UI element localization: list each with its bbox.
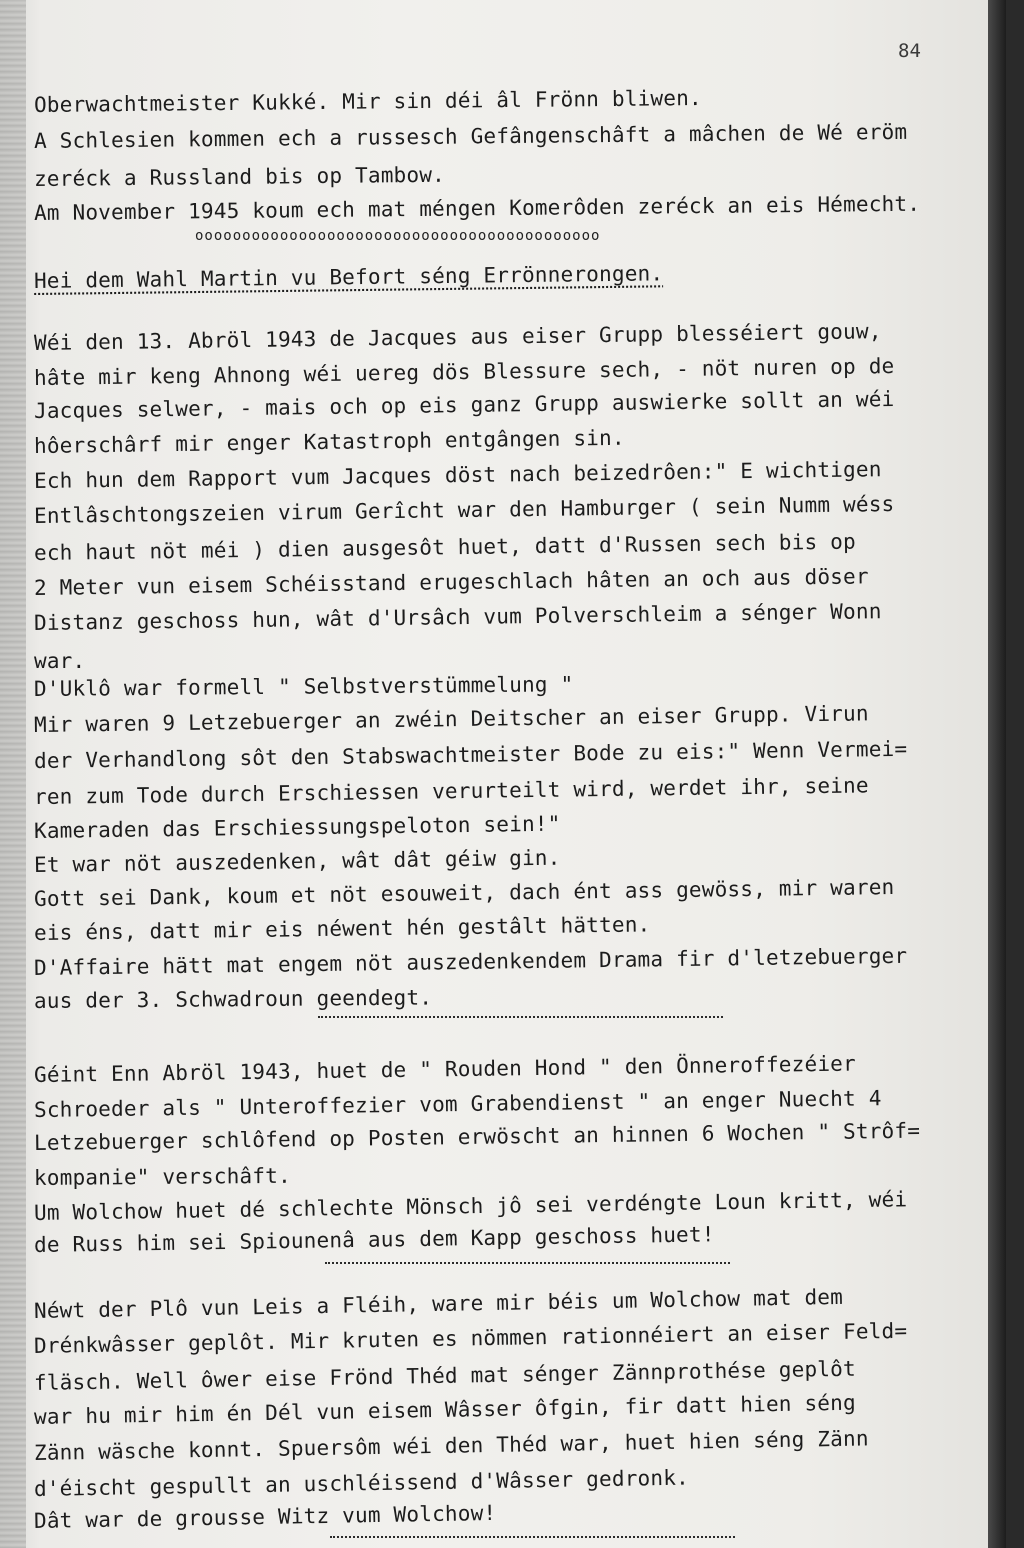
text-line: Ech hun dem Rapport vum Jacques döst nach beizedrôen:" E wichtigen — [33, 457, 882, 493]
page-number: 84 — [898, 40, 921, 62]
text-line: war. — [34, 649, 86, 673]
text-line: Am November 1945 koum ech mat méngen Komerôden zeréck an eis Hémecht. — [33, 191, 921, 225]
dotted-rule — [318, 1016, 723, 1018]
text-line: Entlâschtongszeien virum Gerîcht war den Hamburger ( sein Numm wéss — [33, 491, 895, 528]
text-line: aus der 3. Schwadroun geendegt. — [33, 985, 433, 1013]
text-line: Zänn wäsche konnt. Spuersôm wéi den Théd war, huet hien séng Zänn — [33, 1426, 869, 1465]
text-line: Néwt der Plô vun Leis a Fléih, ware mir béis um Wolchow mat dem — [33, 1284, 844, 1323]
text-line: ech haut nöt méi ) dien ausgesôt huet, datt d'Russen sech bis op — [33, 529, 857, 565]
text-line: Mir waren 9 Letzebuerger an zwéin Deitscher an eiser Grupp. Virun — [33, 701, 869, 737]
text-line: Gott sei Dank, koum et nöt esouweit, dach ént ass gewöss, mir waren — [33, 874, 895, 911]
text-line: Géint Enn Abröl 1943, huet de " Rouden Hond " den Önneroffezéier — [33, 1051, 857, 1087]
page-edge-shadow — [988, 0, 1006, 1548]
binding-edge — [0, 0, 26, 1548]
text-line: D'Uklô war formell " Selbstverstümmelung " — [33, 672, 574, 701]
text-line: Oberwachtmeister Kukké. Mir sin déi âl Frönn bliwen. — [33, 86, 702, 117]
text-line: Drénkwâsser geplôt. Mir kruten es nömmen rationnéiert an eiser Feld= — [33, 1318, 908, 1358]
text-line: Et war nöt auszedenken, wât dât géiw gin. — [33, 845, 561, 877]
section-heading: Hei dem Wahl Martin vu Befort séng Errönnerongen. — [33, 261, 664, 293]
dotted-rule — [325, 1262, 730, 1264]
text-line: hâte mir keng Ahnong wéi uereg dös Blessure sech, - nöt nuren op de — [33, 353, 895, 390]
text-line: A Schlesien kommen ech a russesch Gefângenschâft a mâchen de Wé eröm — [33, 119, 908, 153]
text-line: eis éns, datt mir eis néwent hén gestâlt hätten. — [33, 912, 651, 945]
text-line: ren zum Tode durch Erschiessen verurteilt wird, werdet ihr, seine — [33, 773, 869, 809]
text-line: Kameraden das Erschiessungspeloton sein!" — [33, 811, 561, 843]
text-line: d'éischt gespullt an uschléissend d'Wâsser gedronk. — [33, 1465, 690, 1501]
text-line: Um Wolchow huet dé schlechte Mönsch jô sei verdéngte Loun kritt, wéi — [33, 1187, 908, 1225]
text-line: fläsch. Well ôwer eise Frönd Théd mat sénger Zännprothése geplôt — [33, 1356, 857, 1395]
text-line: Jacques selwer, - mais och op eis ganz Grupp auswierke sollt an wéi — [33, 386, 895, 423]
text-line: Schroeder als " Unteroffezier vom Grabendienst " an enger Nuecht 4 — [33, 1086, 882, 1122]
dotted-rule — [330, 1536, 735, 1538]
text-line: Distanz geschoss hun, wât d'Ursâch vum Polverschleim a sénger Wonn — [33, 599, 882, 635]
section-separator: ooooooooooooooooooooooooooooooooooooooooooo — [195, 228, 601, 240]
text-line: war hu mir him én Dél vun eisem Wâsser ôfgin, fir datt hien séng — [33, 1390, 857, 1429]
text-line: Wéi den 13. Abröl 1943 de Jacques aus eiser Grupp blesséiert gouw, — [33, 319, 882, 355]
text-line: zeréck a Russland bis op Tambow. — [33, 162, 446, 191]
text-line: de Russ him sei Spiounenâ aus dem Kapp geschoss huet! — [33, 1222, 715, 1257]
text-line: Letzebuerger schlôfend op Posten erwöscht an hinnen 6 Wochen " Strôf= — [33, 1118, 921, 1155]
text-line: der Verhandlong sôt den Stabswachtmeister Bode zu eis:" Wenn Vermei= — [33, 736, 908, 773]
text-line: kompanie" verschâft. — [33, 1163, 291, 1190]
text-line: hôerschârf mir enger Katastroph entgângen sin. — [33, 425, 625, 458]
text-line: D'Affaire hätt mat engem nöt auszedenkendem Drama fir d'letzebuerger — [33, 943, 908, 980]
text-line: 2 Meter vun eisem Schéisstand erugeschlach hâten an och aus döser — [33, 564, 869, 600]
text-line: Dât war de grousse Witz vum Wolchow! — [33, 1500, 497, 1533]
